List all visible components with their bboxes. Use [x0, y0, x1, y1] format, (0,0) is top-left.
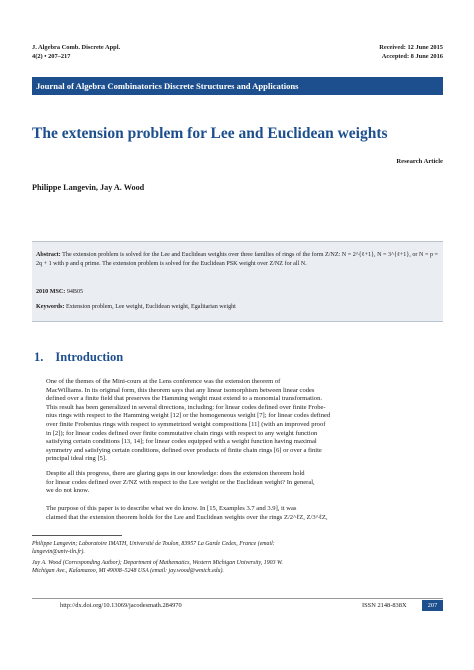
text-line: satisfying certain conditions [13, 14]; for linear codes equipped with a weight function having maximal [46, 438, 317, 446]
abstract-text: The extension problem is solved for the Lee and Euclidean weights over three families of rings of the form Z/NZ: N = 2^{ℓ+1}, N = 3^{ℓ+1}, or N = p = 2q + 1 with p and q prime. The extension problem is solved for the Euclidean PSK weight over Z/NZ for all N. [36, 252, 438, 267]
text-line: nius rings with respect to the Hamming weight [12] or the homogeneous weight [7]; for linear codes defined [46, 412, 331, 420]
msc-value: 94B05 [66, 289, 84, 295]
msc-label: 2010 MSC: [36, 289, 66, 295]
abstract [36, 251, 438, 268]
keywords-value: Extension problem, Lee weight, Euclidean weight, Egalitarian weight [65, 304, 236, 310]
paper-title: The extension problem for Lee and Euclidean weights [32, 125, 388, 142]
text-line: defined over a finite field that preserves the Hamming weight must extend to a monomial transformation. [46, 395, 322, 403]
text-line: we do not know. [46, 487, 90, 495]
accepted-date: Accepted: 8 June 2016 [381, 53, 443, 60]
abstract-label: Abstract: [36, 252, 61, 258]
text-line: The purpose of this paper is to describe what we do know. In [15, Examples 3.7 and 3.9], it was [46, 505, 297, 512]
text-line: symmetry and satisfying certain conditions, defined over products of finite chain rings [6] or over a finite [46, 446, 322, 454]
journal-banner [32, 77, 443, 95]
keywords-line [36, 304, 236, 310]
text-line: claimed that the extension theorem holds for the Lee and Euclidean weights over the rings Z/2^ℓZ, Z/3^ℓZ, [46, 513, 328, 521]
page-number: 207 [422, 600, 443, 611]
text-line: Despite all this progress, there are glaring gaps in our knowledge: does the extension theorem hold [46, 470, 305, 477]
text-line: This result has been generalized in several directions, including: for linear codes defined over finite Frobe- [46, 403, 326, 411]
section-number: 1. [34, 350, 44, 364]
footnote-line: Jay A. Wood (Corresponding Author); Department of Mathematics, Western Michigan University, 1903 W. [32, 560, 283, 566]
text-line: in [2]); for linear codes defined over finite commutative chain rings with respect to any weight function [46, 429, 318, 437]
paragraph-3 [32, 505, 443, 522]
paragraph-2 [32, 470, 443, 496]
article-type: Research Article [396, 158, 443, 165]
keywords-label: Keywords: [36, 304, 65, 310]
paragraph-1 [32, 378, 443, 464]
footnote-line: Philippe Langevin; Laboratoire IMATH, Université de Toulon, 83957 La Garde Cedex, France (email: [32, 541, 275, 547]
text-line: for linear codes defined over Z/NZ with respect to the Lee weight or the Euclidean weight? In general, [46, 478, 315, 486]
text-line: One of the themes of the Mini-cours at the Lens conference was the extension theorem of [46, 378, 281, 385]
section-title: Introduction [55, 350, 124, 364]
authors: Philippe Langevin, Jay A. Wood [32, 183, 145, 192]
text-line: principal ideal ring [5]. [46, 455, 107, 463]
volume-pages: 4(2) • 207–217 [32, 53, 71, 60]
footnote-line: langevin@univ-tln.fr). [32, 549, 85, 555]
journal-short-name: J. Algebra Comb. Discrete Appl. [32, 44, 121, 51]
journal-banner-text: Journal of Algebra Combinatorics Discrete Structures and Applications [36, 81, 299, 91]
text-line: over finite Frobenius rings with respect to symmetrized weight compositions [11] (with an improved proof [46, 420, 326, 428]
text-line: MacWilliams. In its original form, this theorem says that any linear isomorphism between linear codes [46, 386, 315, 394]
footnote-line: Michigan Ave., Kalamazoo, MI 49008–5248 USA (email: jay.wood@wmich.edu). [32, 568, 224, 574]
doi-link[interactable]: http://dx.doi.org/10.13069/jacodesmath.284970 [60, 602, 182, 609]
received-date: Received: 12 June 2015 [379, 44, 443, 51]
issn: ISSN 2148-838X [362, 602, 407, 609]
footer-rule [32, 598, 443, 599]
section-heading [34, 350, 123, 365]
footnote-rule [32, 535, 122, 536]
msc-line [36, 289, 83, 295]
